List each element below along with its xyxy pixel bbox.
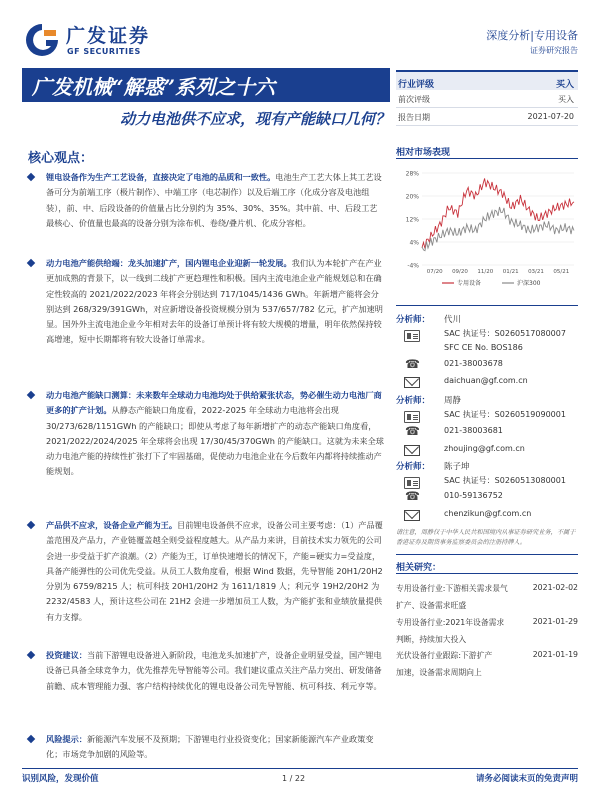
rating-row-current [396,70,578,90]
bullet-capacity-gap [28,388,384,480]
chart-x-tick-label: 01/21 [502,269,519,275]
bullet-body-text: 我们认为本轮扩产在产业更加成熟的背景下，以一线到二线扩产更趋理性和积极。国内主流电池企业产能规划总和在确定性较高的 2021/2022/2023 年将会分别达到 717/1045/1436 GWh。年新增产能将会分别达到 268/329/391GWh，对应新增设备投资规模分别为 537/657/782 亿元，扩产加速明显。国外外主流电池企业今年相对去年的设备订单预计将有较大规模的增量，明年依然保持较高增速，短中长期都将有较大设备订单需求。 [46,258,383,345]
bullet-body-text: 电池生产工艺大体上其工艺设备可分为前端工序（极片制作）、中端工序（电芯制作）以及后端工序（化成分容及电池组装），前、中、后段设备的价值量占比分别约为 35%、30%、35%。其中前、中、后段工艺最核心、价值量也最高的设备分别为涂布机、卷绕/叠片机、化成分容柜。 [46,172,382,228]
bullet-bold-text: 产品供不应求，设备企业产能为王。 [46,520,178,530]
gf-logo-icon [22,20,62,60]
rating-value: 买入 [555,80,574,90]
prev-rating-value: 买入 [558,95,574,104]
bullet-body-text: 新能源汽车发展不及预期；下游锂电行业投资变化；国家新能源汽车产业政策变化；市场竞争加剧的风险等。 [46,734,374,760]
related-item-date: 2021-02-02 [532,583,578,592]
related-item-title[interactable]: 光伏设备行业跟踪:下游扩产 [396,651,493,660]
chart-x-tick-label: 09/20 [452,269,468,275]
related-item-date: 2021-01-19 [532,650,578,659]
bullet-investment-advice [28,648,384,694]
report-title: 广发机械“解惑”系列之十六 [32,75,276,99]
related-item-title: 加速，设备需求周期向上 [396,668,482,677]
bullet-bold-text: 动力电池产能供给端：龙头加速扩产，国内锂电企业迎新一轮发展。 [46,258,292,268]
section-divider [396,554,578,555]
chart-legend-label: 专用设备 [457,280,482,287]
page-number: 1 / 22 [282,774,306,783]
bullet-bold-text: 投资建议： [46,650,87,660]
section-divider [396,158,578,159]
mail-icon [404,510,420,521]
analyst-email[interactable]: daichuan@gf.com.cn [444,376,528,385]
bullet-body-text: 目前锂电设备供不应求，设备公司主要考虑：（1）产品覆盖范围及产品力，产业链覆盖越全则受益程度越大。从产品力来讲，目前技术实力领先的公司会进一步受益于扩产浪潮。（2）产能为王，订单快速增长的情况下，产能=硬实力=受益度，具备产能弹性的公司优先受益。从员工人数角度看，根据 Wind 数据，先导智能 20H1/20H2 分别为 6759/8215 人；杭可科技 20H1/20H2 为 1611/1819 人；利元亨 19H2/20H2 为 2232/4583 人，预计这些公司在 21H2 会进一步增加员工人数，为产能扩张和业绩放量提供有力支撑。 [46,520,383,622]
bullet-risk-warning [28,732,384,763]
bullet-bold-text: 风险提示： [46,734,87,744]
rating-row-date [396,108,578,126]
gf-logo [22,20,172,60]
logo-english-text: GF SECURITIES [67,47,141,56]
related-item-title: 扩产、设备需求旺盛 [396,601,467,610]
related-item-title[interactable]: 专用设备行业:下游相关需求景气 [396,584,508,593]
chart-x-tick-label: 11/20 [477,269,494,275]
analyst-name: 陈子坤 [444,462,470,472]
chart-y-tick-label: 28% [405,170,419,178]
id-card-icon [404,477,420,489]
phone-icon: ☎ [405,489,420,503]
chart-y-tick-label: 20% [405,193,419,201]
analyst-phone: 010-59136752 [444,491,503,500]
report-date-value: 2021-07-20 [527,112,574,121]
chart-y-tick-label: 12% [405,216,419,224]
rating-table [396,70,578,126]
title-banner [22,68,390,102]
report-type: 证券研究报告 [530,46,578,55]
analyst-label: 分析师： [396,396,431,406]
report-subtitle: 动力电池供不应求，现有产能缺口几何？ [119,110,390,128]
core-views-heading: 核心观点： [28,151,94,166]
relative-performance-chart [396,165,578,295]
footer-slogan: 识别风险，发现价值 [22,774,99,784]
bullet-equipment-importance [28,170,384,231]
related-item-date: 2021-01-29 [532,617,578,626]
analyst-email[interactable]: zhoujing@gf.com.cn [444,444,525,453]
related-research-heading: 相关研究： [396,563,442,573]
report-date-label: 报告日期 [398,113,430,122]
footer-divider [22,768,578,769]
analyst-sac: SAC 执证号：S0260519090001 [444,410,566,419]
phone-icon: ☎ [405,424,420,438]
rating-row-previous [396,90,578,108]
related-item-title: 判断，持续加大投入 [396,635,467,644]
logo-chinese-text: 广发证券 [66,25,151,47]
prev-rating-label: 前次评级 [398,95,430,104]
bullet-capacity-supply [28,256,384,348]
section-divider [396,305,578,306]
chart-legend-label: 沪深300 [517,280,541,287]
related-item-title[interactable]: 专用设备行业:2021年设备需求 [396,618,505,627]
bullet-bold-text: 锂电设备作为生产工艺设备，直接决定了电池的品质和一致性。 [46,172,276,182]
chart-x-tick-label: 03/21 [528,269,544,275]
analyst-sfc: SFC CE No. BOS186 [444,343,523,352]
analyst-name: 周静 [444,396,462,406]
analyst-email[interactable]: chenzikun@gf.com.cn [444,509,532,518]
analyst-name: 代川 [444,315,462,325]
chart-x-tick-label: 07/20 [426,269,443,275]
market-performance-heading: 相对市场表现 [396,148,451,158]
report-category: 深度分析|专用设备 [486,29,578,42]
chart-x-tick-label: 05/21 [553,269,570,275]
bullet-body-text: 从静态产能缺口角度看，2022-2025 年全球动力电池将会出现 30/273/628/1151GWh 的产能缺口；即使从考虑了每年新增扩产的动态产能缺口角度看，2021/2022/2024/2025 年全球将会出现 17/30/45/370GWh 的产能缺口。这就为未来全球动力电池产能的持续性扩张打下了牢固基础，促使动力电池企业在今后数年内都将持续推动产能规划。 [46,405,384,477]
analyst-label: 分析师： [396,315,431,325]
mail-icon [404,377,420,388]
bullet-body-text: 当前下游锂电设备进入新阶段，电池龙头加速扩产，设备企业明显受益，国产锂电设备已具备全球竞争力，优先推荐先导智能等公司。我们建议重点关注产品力突出、研发储备前瞻、成本管理能力强、客户结构持续优化的锂电设备公司先导智能、杭可科技、利元亨等。 [46,650,382,691]
analyst-phone: 021-38003681 [444,426,503,435]
mail-icon [404,445,420,456]
id-card-icon [404,330,420,342]
phone-icon: ☎ [405,357,420,371]
chart-y-tick-label: 4% [409,239,419,247]
bullet-bold-text: 动力电池产能缺口测算：未来数年全球动力电池均处于供给紧张状态，势必催生动力电池厂商更多的扩产计划。 [46,390,382,416]
analyst-phone: 021-38003678 [444,359,503,368]
analyst-label: 分析师： [396,462,431,472]
analyst-sac: SAC 执证号：S0260517080007 [444,329,566,338]
section-divider [396,573,578,574]
footer-disclaimer: 请务必阅读末页的免责声明 [475,774,578,784]
chart-y-tick-label: -4% [407,262,419,270]
analyst-disclaimer: 请注意，周静仅于中华人民共和国境内从事证券研究业务，不属于香港证券及期货事务监察委员会的注册持牌人。 [396,529,576,546]
id-card-icon [404,411,420,423]
rating-label: 行业评级 [398,80,435,90]
bullet-supply-shortage [28,518,384,625]
analyst-sac: SAC 执证号：S0260513080001 [444,476,566,485]
